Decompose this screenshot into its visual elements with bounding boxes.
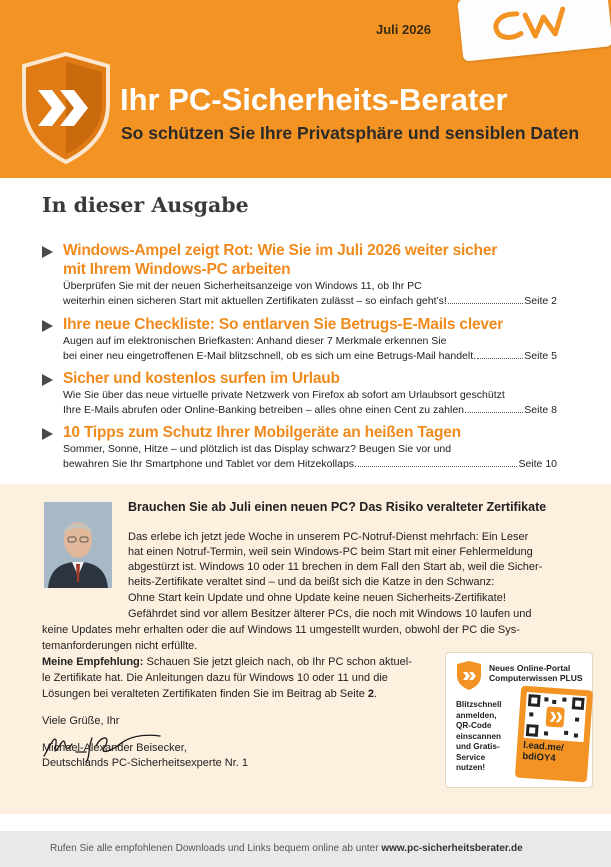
toc-item-page: Seite 2 — [524, 295, 557, 307]
toc-item-title: Windows-Ampel zeigt Rot: Wie Sie im Juli 2026 weiter sicher mit Ihrem Windows-PC arbeiten — [63, 242, 498, 278]
portrait-icon — [44, 502, 112, 588]
toc-item-page: Seite 10 — [518, 458, 557, 470]
newsletter-subtitle: So schützen Sie Ihre Privatsphäre und sensiblen Daten — [121, 123, 580, 143]
toc-item-title: Sicher und kostenlos surfen im Urlaub — [63, 370, 340, 387]
editorial-body-line: Ohne Start kein Update und ohne Update keine neuen Sicherheits-Zertifikate! — [128, 592, 506, 604]
editorial-body-line: temanforderungen nicht erfüllte. — [42, 640, 198, 652]
toc-item-title: 10 Tipps zum Schutz Ihrer Mobilgeräte an heißen Tagen — [63, 424, 461, 441]
toc-item-page: Seite 8 — [524, 404, 557, 416]
recommendation-label: Meine Empfehlung: — [42, 656, 144, 668]
qr-code-card[interactable] — [515, 686, 593, 783]
toc-item[interactable] — [42, 241, 557, 309]
qr-code-icon[interactable] — [524, 692, 587, 742]
recommendation-page: 2 — [367, 688, 375, 700]
bullet-triangle-icon — [42, 246, 53, 258]
bullet-triangle-icon — [42, 428, 53, 440]
toc-item-page: Seite 5 — [524, 350, 557, 362]
bullet-triangle-icon — [42, 320, 53, 332]
recommendation-line: Meine Empfehlung: Schauen Sie jetzt gleich nach, ob Ihr PC schon aktuel- — [42, 656, 412, 668]
editorial-heading: Brauchen Sie ab Juli einen neuen PC? Das Risiko veralteter Zertifikate — [128, 500, 547, 514]
promo-title: Neues Online-Portal Computerwissen PLUS — [489, 663, 583, 683]
recommendation-line: le Zertifikate hat. Die Anleitungen dazu für Windows 10 oder 11 und die — [42, 672, 388, 684]
editorial-body-line: heits-Zertifikate veraltet sind – und da beißt sich die Katze in den Schwanz: — [128, 576, 495, 588]
issue-date: Juli 2026 — [376, 22, 431, 37]
recommendation-line: Lösungen bei veralteten Zertifikaten finden Sie im Beitrag ab Seite 2. — [42, 688, 378, 700]
contents-heading: In dieser Ausgabe — [42, 193, 249, 217]
editorial-body-line: abgestürzt ist. Windows 10 oder 11 brechen in dem Fall den Start ab, weil die Sicher- — [128, 561, 543, 573]
newsletter-title: Ihr PC-Sicherheits-Berater — [120, 82, 508, 117]
bullet-triangle-icon — [42, 374, 53, 386]
toc-item-title: Ihre neue Checkliste: So entlarven Sie Betrugs-E-Mails clever — [63, 316, 504, 333]
shield-logo-icon — [20, 52, 112, 164]
footer-url[interactable]: www.pc-sicherheitsberater.de — [381, 843, 523, 854]
author-photo — [44, 502, 112, 588]
editorial-body-line: Gefährdet sind vor allem Besitzer älterer PCs, die noch mit Windows 10 laufen und — [128, 608, 532, 620]
toc-item-description: Wie Sie über das neue virtuelle private Netzwerk von Firefox ab sofort am Urlaubsort geschützt Ihre E-Mails abrufen oder Online-Banking betreiben – alles ohne einen Cent zu zahlen. Seite 8 — [63, 389, 557, 416]
editorial-body-line: hat einen Notruf-Termin, weil sein Windows-PC beim Start mit einer Fehlermeldung — [128, 546, 533, 558]
toc-item-description: Sommer, Sonne, Hitze – und plötzlich ist das Display schwarz? Beugen Sie vor und bewahren Sie Ihr Smartphone und Tablet vor dem Hitzekollaps. Seite 10 — [63, 443, 557, 470]
toc-item-description: Augen auf im elektronischen Briefkasten: Anhand dieser 7 Merkmale erkennen Sie bei einer neu eingetroffenen E-Mail blitzschnell, ob es sich um eine Betrugs-Mail handelt. Seite 5 — [63, 335, 557, 362]
toc-item[interactable] — [42, 369, 557, 418]
footer-text: Rufen Sie alle empfohlenen Downloads und Links bequem online ab unter www.pc-sicherheitsberater.de — [50, 843, 523, 854]
editorial-body-line: Das erlebe ich jetzt jede Woche in unserem PC-Notruf-Dienst mehrfach: Ein Leser — [128, 531, 529, 543]
toc-item[interactable] — [42, 423, 557, 472]
promo-text: Blitzschnell anmelden, QR-Code einscannen und Gratis- Service nutzen! — [456, 700, 502, 772]
cw-logo-icon — [486, 0, 581, 47]
signer-name: Michael-Alexander Beisecker, — [42, 742, 187, 754]
editorial-body-line: keine Updates mehr erhalten oder die auf Windows 11 umgestellt wurden, obwohl der PC die Sys- — [42, 624, 520, 636]
signer-title: Deutschlands PC-Sicherheitsexperte Nr. 1 — [42, 757, 249, 769]
toc-item[interactable] — [42, 315, 557, 364]
promo-link[interactable]: l.ead.me/ bdiOY4 — [521, 739, 565, 765]
greeting: Viele Grüße, Ihr — [42, 715, 120, 727]
toc-item-description: Überprüfen Sie mit der neuen Sicherheitsanzeige von Windows 11, ob Ihr PC weiterhin einen sicheren Start mit aktuellen Zertifikaten zulässt – so einfach geht’s! Seite 2 — [63, 280, 557, 307]
promo-shield-icon — [456, 660, 482, 691]
